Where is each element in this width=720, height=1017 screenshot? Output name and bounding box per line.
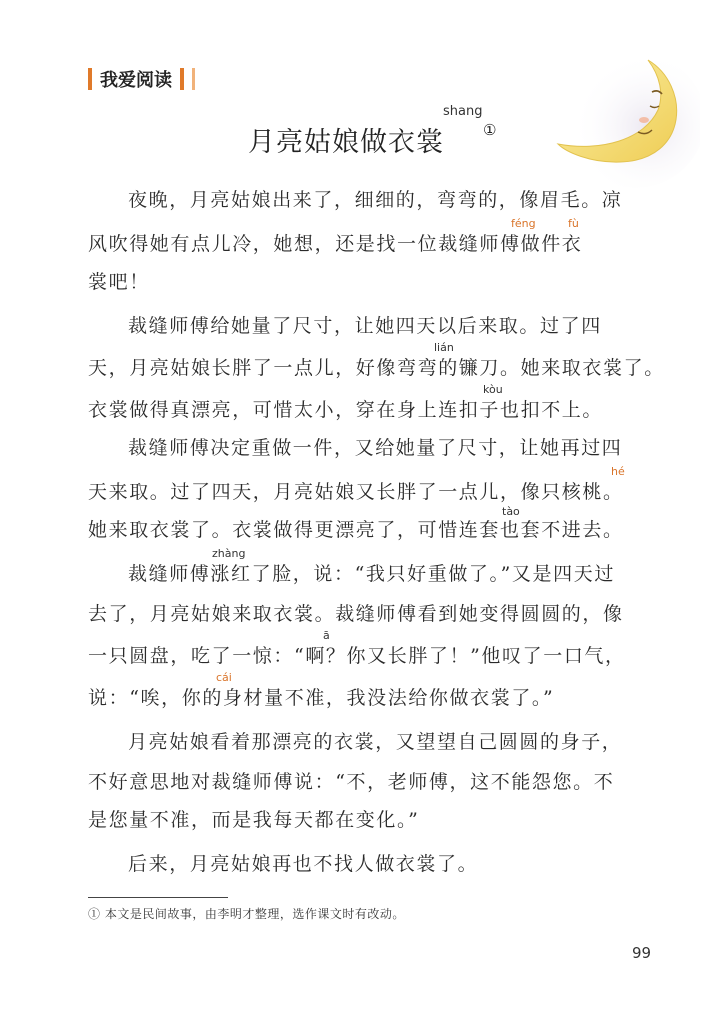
paragraph-line: 天来取。过了四天，月亮姑娘又长胖了一点儿，像只核桃。: [88, 481, 624, 503]
pinyin-annotation: féng: [511, 217, 536, 230]
paragraph-line: 去了，月亮姑娘来取衣裳。裁缝师傅看到她变得圆圆的，像: [88, 603, 624, 625]
title-footnote-marker: ①: [483, 121, 497, 139]
section-bar-left: [88, 68, 92, 90]
footnote-divider: [88, 897, 228, 898]
pinyin-annotation: cái: [216, 671, 232, 684]
paragraph-line: 她来取衣裳了。衣裳做得更漂亮了，可惜连套也套不进去。: [88, 519, 624, 541]
paragraph-line: 衣裳做得真漂亮，可惜太小，穿在身上连扣子也扣不上。: [88, 399, 604, 421]
pinyin-annotation: fù: [568, 217, 579, 230]
paragraph-line: 裁缝师傅给她量了尺寸，让她四天以后来取。过了四: [128, 315, 602, 337]
pinyin-annotation: kòu: [483, 383, 503, 396]
pinyin-annotation: tào: [502, 505, 520, 518]
crescent-moon-illustration: [540, 40, 700, 190]
title-pinyin: shang: [443, 104, 483, 119]
paragraph-line: 裁缝师傅涨红了脸，说：“我只好重做了。”又是四天过: [128, 563, 615, 585]
paragraph-line: 夜晚，月亮姑娘出来了，细细的，弯弯的，像眉毛。凉: [128, 189, 623, 211]
footnote: ① 本文是民间故事，由李明才整理，选作课文时有改动。: [88, 907, 405, 921]
page-title: 月亮姑娘做衣裳: [248, 127, 444, 158]
paragraph-line: 一只圆盘，吃了一惊：“啊？你又长胖了！”他叹了一口气，: [88, 645, 626, 667]
pinyin-annotation: zhàng: [212, 547, 246, 560]
section-label: [88, 66, 195, 92]
paragraph-line: 风吹得她有点儿冷，她想，还是找一位裁缝师傅做件衣: [88, 233, 583, 255]
section-bar-right: [180, 68, 184, 90]
paragraph-line: 说：“唉，你的身材量不准，我没法给你做衣裳了。”: [88, 687, 555, 709]
paragraph-line: 是您量不准，而是我每天都在变化。”: [88, 809, 420, 831]
paragraph-line: 天，月亮姑娘长胖了一点儿，好像弯弯的镰刀。她来取衣裳了。: [88, 357, 665, 379]
paragraph-line: 月亮姑娘看着那漂亮的衣裳，又望望自己圆圆的身子，: [128, 731, 623, 753]
pinyin-annotation: ā: [323, 629, 330, 642]
section-label-text: 我爱阅读: [100, 70, 172, 91]
page-number: 99: [632, 944, 652, 962]
paragraph-line: 裳吧！: [88, 271, 150, 293]
paragraph-line: 裁缝师傅决定重做一件，又给她量了尺寸，让她再过四: [128, 437, 623, 459]
paragraph-line: 后来，月亮姑娘再也不找人做衣裳了。: [128, 853, 479, 875]
pinyin-annotation: lián: [434, 341, 454, 354]
paragraph-line: 不好意思地对裁缝师傅说：“不，老师傅，这不能怨您。不: [88, 771, 615, 793]
section-bar-right-light: [192, 68, 195, 90]
pinyin-annotation: hé: [611, 465, 625, 478]
